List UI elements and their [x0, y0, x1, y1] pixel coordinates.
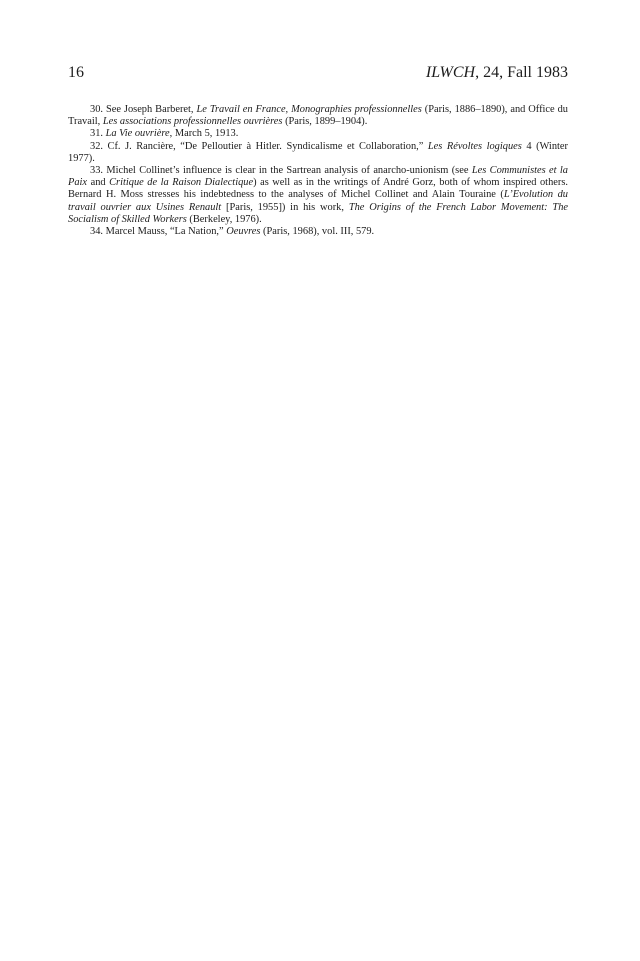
italic-title: La Vie ouvrière: [105, 128, 170, 140]
italic-title: Critique de la Raison Dialectique: [109, 177, 254, 189]
note-text: [Paris, 1955]) in his work,: [221, 201, 349, 213]
note-text: , March 5, 1913.: [169, 128, 239, 140]
italic-title: Oeuvres: [226, 226, 261, 238]
running-head: [426, 64, 568, 82]
note-text: (Paris, 1968), vol. III, 579.: [260, 226, 375, 238]
page-number: 16: [68, 64, 84, 81]
italic-title: Les associations professionnelles ouvrières: [102, 116, 283, 128]
endnote: [68, 104, 568, 128]
endnote: [68, 128, 568, 140]
page-header: [68, 64, 568, 86]
note-text: (Berkeley, 1976).: [186, 213, 262, 225]
endnote-number: 33.: [90, 165, 103, 177]
italic-title: The Origins of the French Labor Movement: The Socialism of Skilled Workers: [68, 201, 569, 225]
endnote-number: 31.: [90, 128, 103, 140]
italic-title: L’Evolution du travail ouvrier aux Usines Renault: [68, 189, 568, 213]
note-text: Cf. J. Rancière, “De Pelloutier à Hitler. Syndicalisme et Collaboration,”: [103, 140, 428, 152]
issue-info: , 24, Fall 1983: [475, 64, 568, 81]
italic-title: Les Communistes et la Paix: [68, 165, 568, 189]
endnote: [68, 141, 568, 165]
italic-title: Le Travail en France, Monographies professionnelles: [196, 104, 422, 115]
endnote-number: 32.: [90, 140, 103, 152]
note-text: ) as well as in the writings of André Gorz, both of whom inspired others. Bernard H. Moss stresses his indebtedness to the analyses of Michel Collinet and Alain Touraine (: [68, 177, 568, 201]
endnotes-section: [68, 104, 568, 238]
note-text: (Paris, 1899–1904).: [282, 116, 368, 128]
note-text: Marcel Mauss, “La Nation,”: [103, 226, 227, 238]
endnote: [68, 165, 568, 226]
note-text: Michel Collinet’s influence is clear in the Sartrean analysis of anarcho-unionism (see: [103, 165, 472, 177]
journal-title: ILWCH: [425, 64, 476, 81]
endnote-number: 34.: [90, 226, 103, 238]
note-text: and: [87, 177, 110, 189]
note-text: (Paris, 1886–1890), and Office du Travail,: [68, 104, 568, 128]
note-text: 4 (Winter 1977).: [68, 140, 568, 164]
endnote-number: 30.: [90, 104, 103, 115]
italic-title: Les Révoltes logiques: [427, 140, 522, 152]
note-text: See Joseph Barberet,: [103, 104, 197, 115]
endnote: [68, 226, 568, 238]
